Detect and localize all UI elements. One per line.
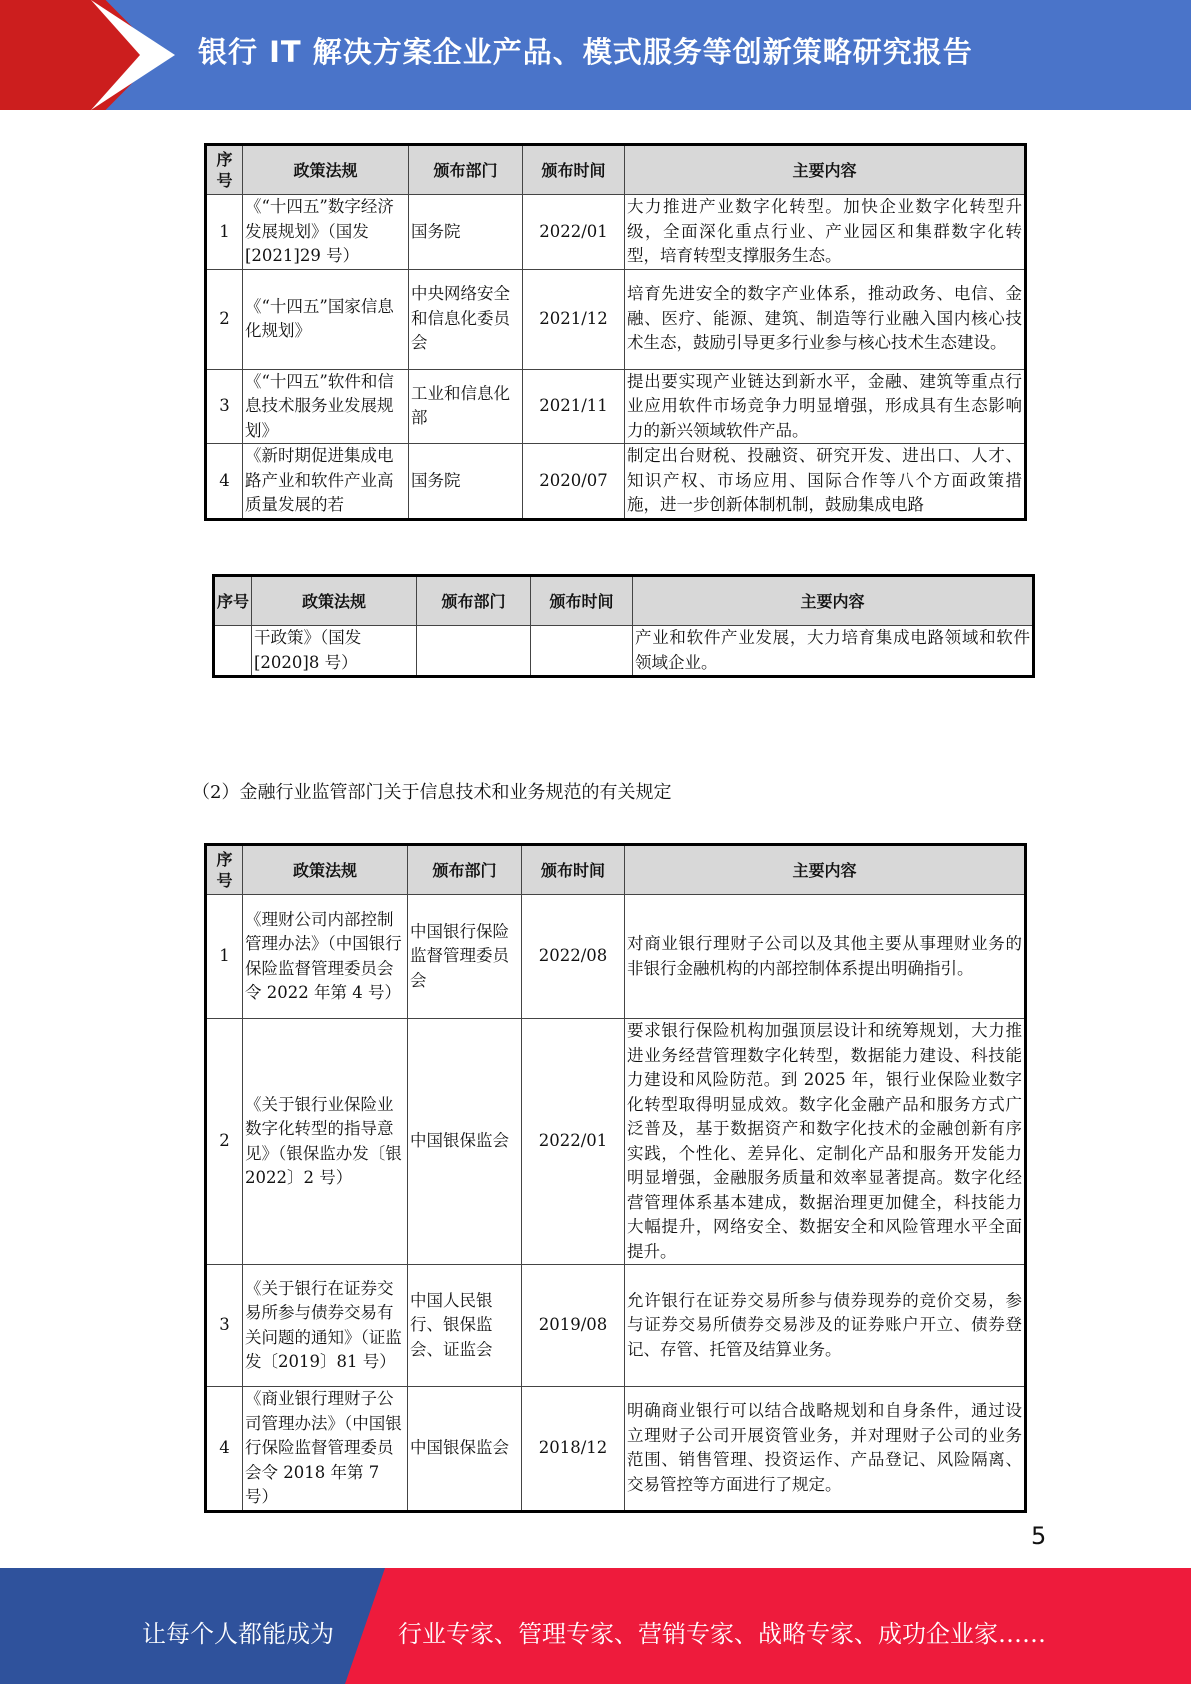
footer-slogan-left: 让每个人都能成为 — [142, 1620, 334, 1648]
row-dept: 中国银保监会 — [408, 1387, 522, 1512]
row-seq: 4 — [206, 444, 243, 520]
row-date: 2022/08 — [522, 895, 625, 1019]
row-policy: 《商业银行理财子公司管理办法》（中国银行保险监督管理委员会令 2018 年第 7 号） — [243, 1387, 408, 1512]
row-policy: 干政策》（国发[2020]8 号） — [252, 626, 417, 677]
row-date: 2022/01 — [523, 195, 625, 270]
column-header-content: 主要内容 — [625, 845, 1026, 895]
row-seq: 4 — [206, 1387, 243, 1512]
row-policy: 《新时期促进集成电路产业和软件产业高质量发展的若 — [243, 444, 409, 520]
row-dept: 中国银行保险监督管理委员会 — [408, 895, 522, 1019]
row-content: 大力推进产业数字化转型。加快企业数字化转型升级，全面深化重点行业、产业园区和集群数字化转型，培育转型支撑服务生态。 — [625, 195, 1026, 270]
column-header-dept: 颁布部门 — [409, 145, 523, 195]
policy-table-1 — [204, 143, 1027, 521]
table-row — [214, 626, 1034, 677]
table-row — [206, 369, 1026, 444]
row-date: 2021/12 — [523, 269, 625, 369]
footer-slogan-right: 行业专家、管理专家、营销专家、战略专家、成功企业家…… — [398, 1620, 1046, 1648]
row-content: 产业和软件产业发展，大力培育集成电路领域和软件领域企业。 — [633, 626, 1034, 677]
row-seq: 3 — [206, 369, 243, 444]
row-dept: 国务院 — [409, 195, 523, 270]
row-dept: 中央网络安全和信息化委员会 — [409, 269, 523, 369]
table-row — [206, 1387, 1026, 1512]
column-header-seq: 序号 — [206, 845, 243, 895]
policy-table-2 — [204, 843, 1027, 1513]
page-number: 5 — [1031, 1522, 1047, 1550]
policy-table-1-continued — [212, 574, 1035, 678]
row-content: 提出要实现产业链达到新水平，金融、建筑等重点行业应用软件市场竞争力明显增强，形成具有生态影响力的新兴领域软件产品。 — [625, 369, 1026, 444]
table-row — [206, 895, 1026, 1019]
row-seq: 2 — [206, 1019, 243, 1265]
row-content: 明确商业银行可以结合战略规划和自身条件，通过设立理财子公司开展资管业务，并对理财子公司的业务范围、销售管理、投资运作、产品登记、风险隔离、交易管控等方面进行了规定。 — [625, 1387, 1026, 1512]
row-policy: 《关于银行业保险业数字化转型的指导意见》（银保监办发〔银 2022〕2 号） — [243, 1019, 408, 1265]
row-dept: 中国人民银行、银保监会、证监会 — [408, 1265, 522, 1387]
row-dept — [417, 626, 531, 677]
table-row — [206, 269, 1026, 369]
column-header-content: 主要内容 — [633, 576, 1034, 626]
row-date: 2018/12 — [522, 1387, 625, 1512]
row-seq — [214, 626, 252, 677]
column-header-dept: 颁布部门 — [408, 845, 522, 895]
table-header-row — [214, 576, 1034, 626]
row-seq: 2 — [206, 269, 243, 369]
column-header-content: 主要内容 — [625, 145, 1026, 195]
column-header-policy: 政策法规 — [243, 145, 409, 195]
row-content: 培育先进安全的数字产业体系，推动政务、电信、金融、医疗、能源、建筑、制造等行业融入国内核心技术生态，鼓励引导更多行业参与核心技术生态建设。 — [625, 269, 1026, 369]
column-header-seq: 序号 — [214, 576, 252, 626]
column-header-dept: 颁布部门 — [417, 576, 531, 626]
row-date: 2021/11 — [523, 369, 625, 444]
column-header-date: 颁布时间 — [531, 576, 633, 626]
table-row — [206, 1265, 1026, 1387]
row-policy: 《关于银行在证券交易所参与债券交易有关问题的通知》（证监发〔2019〕81 号） — [243, 1265, 408, 1387]
row-content: 对商业银行理财子公司以及其他主要从事理财业务的非银行金融机构的内部控制体系提出明确指引。 — [625, 895, 1026, 1019]
column-header-date: 颁布时间 — [522, 845, 625, 895]
row-date: 2020/07 — [523, 444, 625, 520]
row-seq: 1 — [206, 195, 243, 270]
row-date: 2022/01 — [522, 1019, 625, 1265]
row-content: 允许银行在证券交易所参与债券现券的竞价交易，参与证券交易所债券交易涉及的证券账户开立、债券登记、存管、托管及结算业务。 — [625, 1265, 1026, 1387]
report-title: 银行 IT 解决方案企业产品、模式服务等创新策略研究报告 — [198, 35, 973, 69]
table-header-row — [206, 845, 1026, 895]
column-header-policy: 政策法规 — [252, 576, 417, 626]
table-row — [206, 195, 1026, 270]
row-policy: 《“十四五”数字经济发展规划》（国发[2021]29 号） — [243, 195, 409, 270]
row-dept: 国务院 — [409, 444, 523, 520]
row-content: 要求银行保险机构加强顶层设计和统筹规划，大力推进业务经营管理数字化转型，数据能力建设、科技能力建设和风险防范。到 2025 年，银行业保险业数字化转型取得明显成效。数字化金融产品和服务方式广泛普及，基于数据资产和数字化技术的金融创新有序实践，个性化、差异化、定制化产品和服务开发能力明显增强，金融服务质量和效率显著提高。数字化经营管理体系基本建成，数据治理更加健全，科技能力大幅提升，网络安全、数据安全和风险管理水平全面提升。 — [625, 1019, 1026, 1265]
section-heading: （2）金融行业监管部门关于信息技术和业务规范的有关规定 — [192, 782, 672, 803]
row-date: 2019/08 — [522, 1265, 625, 1387]
row-dept: 中国银保监会 — [408, 1019, 522, 1265]
row-seq: 1 — [206, 895, 243, 1019]
row-dept: 工业和信息化部 — [409, 369, 523, 444]
row-content: 制定出台财税、投融资、研究开发、进出口、人才、知识产权、市场应用、国际合作等八个方面政策措施，进一步创新体制机制，鼓励集成电路 — [625, 444, 1026, 520]
column-header-policy: 政策法规 — [243, 845, 408, 895]
column-header-seq: 序号 — [206, 145, 243, 195]
row-policy: 《“十四五”软件和信息技术服务业发展规划》 — [243, 369, 409, 444]
table-row — [206, 444, 1026, 520]
row-policy: 《理财公司内部控制管理办法》（中国银行保险监督管理委员会令 2022 年第 4 号） — [243, 895, 408, 1019]
row-policy: 《“十四五”国家信息化规划》 — [243, 269, 409, 369]
table-header-row — [206, 145, 1026, 195]
page-header — [0, 0, 1191, 110]
row-seq: 3 — [206, 1265, 243, 1387]
column-header-date: 颁布时间 — [523, 145, 625, 195]
table-row — [206, 1019, 1026, 1265]
row-date — [531, 626, 633, 677]
